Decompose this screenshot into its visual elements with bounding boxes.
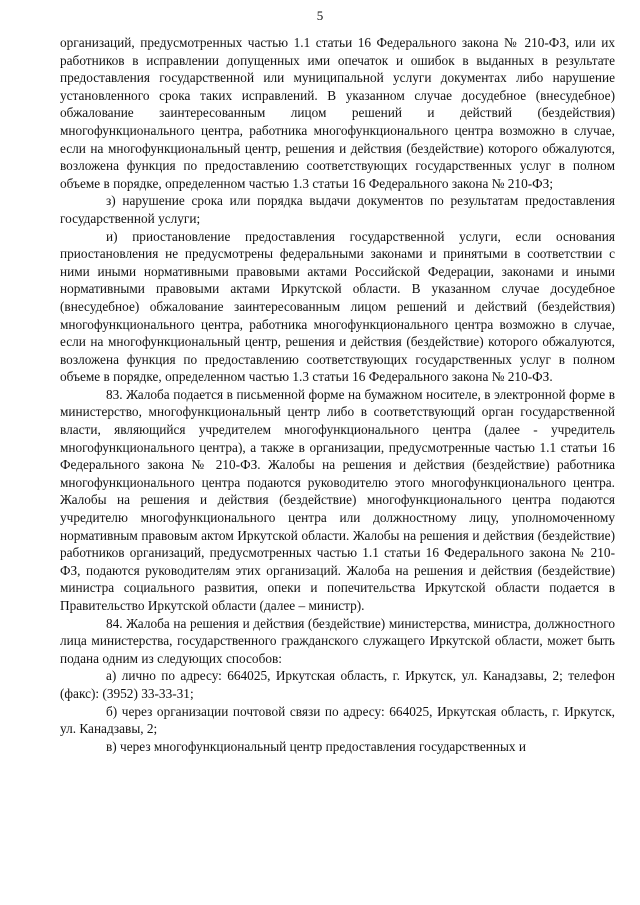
- paragraph-item-i: и) приостановление предоставления государственной услуги, если основания приостановления не предусмотрены федеральными законами и принятыми в соответствии с ними иными нормативными правовыми актами Российской Федерации, законами и иными нормативными правовыми актами Иркутской области. В указанном случае досудебное (внесудебное) обжалование заинтересованным лицом решений и действий (бездействия) многофункционального центра, работника многофункционального центра возможно в случае, если на многофункциональный центр, решения и действия (бездействие) которого обжалуются, возложена функция по предоставлению соответствующих государственных услуг в полном объеме в порядке, определенном частью 1.3 статьи 16 Федерального закона № 210-ФЗ.: [60, 228, 615, 385]
- paragraph-item-v: в) через многофункциональный центр предоставления государственных и: [106, 738, 527, 754]
- document-body: [60, 34, 615, 755]
- paragraph-83: 83. Жалоба подается в письменной форме на бумажном носителе, в электронной форме в министерство, многофункциональный центр либо в соответствующий орган государственной власти, являющийся учредителем многофункционального центра (далее - учредитель многофункционального центра), а также в организации, предусмотренные частью 1.1 статьи 16 Федерального закона № 210-ФЗ. Жалобы на решения и действия (бездействие) работника многофункционального центра подаются руководителю этого многофункционального центра. Жалобы на решения и действия (бездействие) многофункционального центра подаются учредителю многофункционального центра или должностному лицу, уполномоченному нормативным правовым актом Иркутской области. Жалобы на решения и действия (бездействие) работников организаций, предусмотренных частью 1.1 статьи 16 Федерального закона № 210-ФЗ, подаются руководителям этих организаций. Жалоба на решения и действия (бездействие) министра социального развития, опеки и попечительства Иркутской области подается в Правительство Иркутской области (далее – министр).: [60, 386, 615, 613]
- paragraph-continuation: организаций, предусмотренных частью 1.1 статьи 16 Федерального закона № 210-ФЗ, или их работников в исправлении допущенных ими опечаток и ошибок в выданных в результате предоставления государственной или муниципальной услуги документах либо нарушение установленного срока таких исправлений. В указанном случае досудебное (внесудебное) обжалование заинтересованным лицом решений и действий (бездействия) многофункционального центра, работника многофункционального центра возможно в случае, если на многофункциональный центр, решения и действия (бездействие) которого обжалуются, возложена функция по предоставлению соответствующих государственных услуг в полном объеме в порядке, определенном частью 1.3 статьи 16 Федерального закона № 210-ФЗ;: [60, 35, 615, 191]
- page-number: 5: [316, 8, 324, 23]
- paragraph-item-b: б) через организации почтовой связи по адресу: 664025, Иркутская область, г. Иркутск, ул. Канадзавы, 2;: [60, 703, 615, 737]
- paragraph-item-z: з) нарушение срока или порядка выдачи документов по результатам предоставления государственной услуги;: [60, 193, 615, 226]
- paragraph-84: 84. Жалоба на решения и действия (бездействие) министерства, министра, должностного лица министерства, государственного гражданского служащего Иркутской области, может быть подана одним из следующих способов:: [60, 615, 615, 666]
- paragraph-item-a: а) лично по адресу: 664025, Иркутская область, г. Иркутск, ул. Канадзавы, 2; телефон (факс): (3952) 33-33-31;: [60, 668, 615, 701]
